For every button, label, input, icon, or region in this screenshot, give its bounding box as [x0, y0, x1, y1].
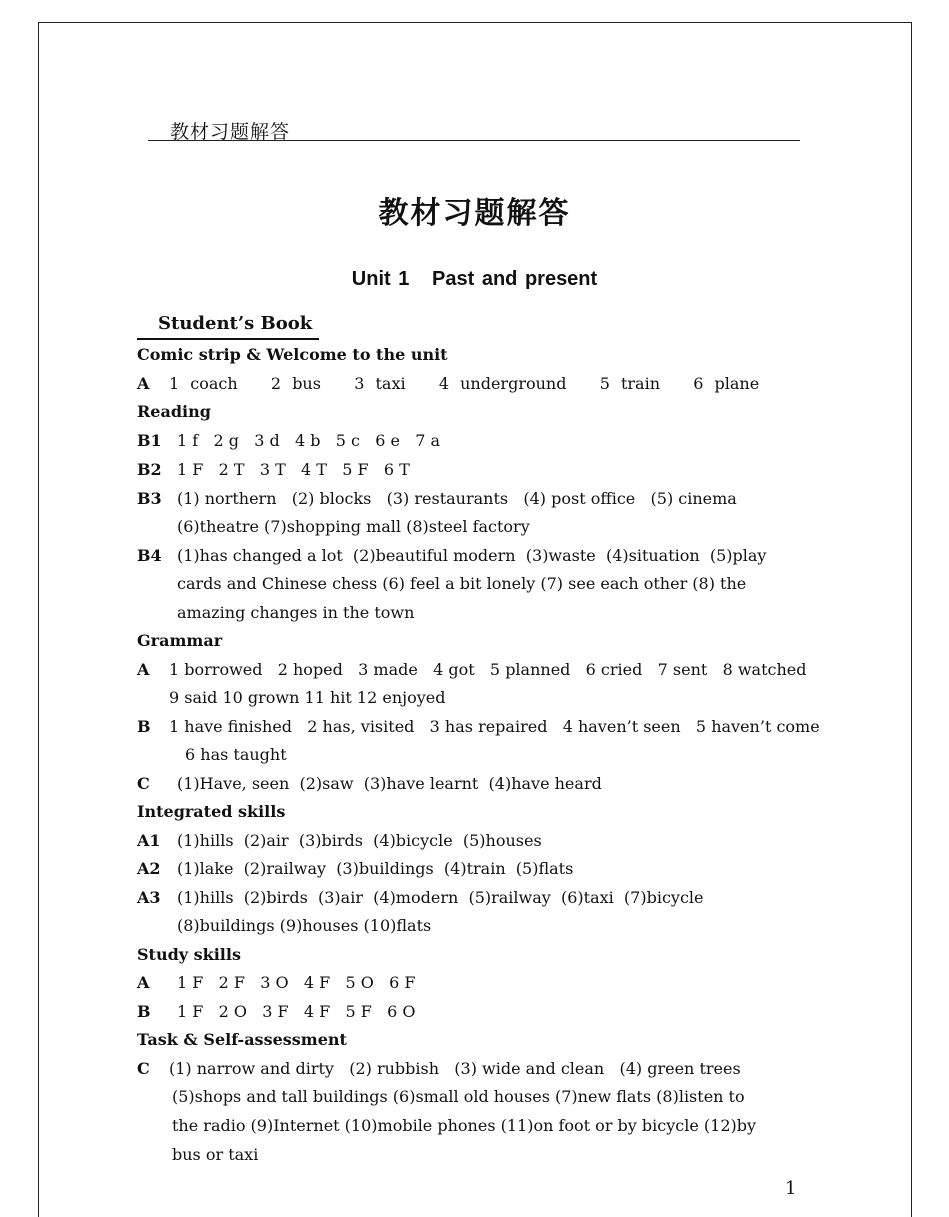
answer-label: A2 [137, 859, 161, 878]
answer-text: 1 F 2 T 3 T 4 T 5 F 6 T [177, 460, 410, 479]
answer-label: C [137, 774, 150, 793]
unit-title: Unit 1 Past and present [351, 268, 598, 290]
answer-continuation: the radio (9)Internet (10)mobile phones (11)on foot or by bicycle (12)by [172, 1116, 757, 1135]
answer-text: (1)hills (2)air (3)birds (4)bicycle (5)houses [177, 831, 542, 850]
answer-text: 1 have finished 2 has, visited 3 has repaired 4 haven’t seen 5 haven’t come [169, 717, 820, 736]
answer-row [137, 660, 806, 680]
answer-row [137, 546, 766, 566]
answer-text: (1)Have, seen (2)saw (3)have learnt (4)have heard [177, 774, 602, 793]
answer-row [137, 1002, 416, 1022]
answer-row [137, 431, 440, 451]
answer-continuation: (6)theatre (7)shopping mall (8)steel factory [177, 517, 530, 536]
answer-text: (1) narrow and dirty (2) rubbish (3) wide and clean (4) green trees [169, 1059, 741, 1078]
section-grammar: Grammar [137, 631, 223, 650]
answer-continuation: 6 has taught [185, 745, 287, 764]
answer-text: (1)has changed a lot (2)beautiful modern (3)waste (4)situation (5)play [177, 546, 767, 565]
book-heading: Student’s Book [158, 313, 313, 334]
answer-text: 1 borrowed 2 hoped 3 made 4 got 5 planned 6 cried 7 sent 8 watched [169, 660, 807, 679]
answer-row [137, 859, 573, 879]
answer-label: A1 [137, 831, 161, 850]
answer-row [137, 831, 542, 851]
answer-text: 1 F 2 F 3 O 4 F 5 O 6 F [177, 973, 416, 992]
section-reading: Reading [137, 402, 211, 421]
answer-continuation: 9 said 10 grown 11 hit 12 enjoyed [169, 688, 446, 707]
answer-continuation: cards and Chinese chess (6) feel a bit lonely (7) see each other (8) the [177, 574, 747, 593]
answer-text: 1 F 2 O 3 F 4 F 5 F 6 O [177, 1002, 416, 1021]
answer-label: A [137, 374, 150, 393]
answer-row [137, 973, 416, 993]
section-integrated: Integrated skills [137, 802, 286, 821]
running-head: 教材习题解答 [170, 121, 291, 143]
book-heading-rule [137, 338, 319, 340]
section-comic: Comic strip & Welcome to the unit [137, 345, 448, 364]
answer-row [137, 774, 602, 794]
answer-row [137, 460, 410, 480]
answer-text: (1)lake (2)railway (3)buildings (4)train (5)flats [177, 859, 574, 878]
answer-row [137, 717, 820, 737]
answer-label: B [137, 717, 151, 736]
page-title: 教材习题解答 [378, 196, 571, 231]
answer-text: 1 coach 2 bus 3 taxi 4 underground 5 train 6 plane [169, 374, 760, 393]
answer-label: B3 [137, 489, 162, 508]
answer-continuation: amazing changes in the town [177, 603, 415, 622]
answer-label: A [137, 973, 150, 992]
answer-label: C [137, 1059, 150, 1078]
section-study: Study skills [137, 945, 241, 964]
answer-row [137, 489, 737, 509]
answer-row [137, 1059, 741, 1079]
answer-continuation: bus or taxi [172, 1145, 259, 1164]
answer-continuation: (5)shops and tall buildings (6)small old houses (7)new flats (8)listen to [172, 1087, 745, 1106]
answer-label: B4 [137, 546, 162, 565]
page-number: 1 [785, 1178, 797, 1199]
answer-row [137, 888, 704, 908]
answer-text: 1 f 2 g 3 d 4 b 5 c 6 e 7 a [177, 431, 441, 450]
answer-row [137, 374, 759, 394]
answer-label: B1 [137, 431, 162, 450]
running-head-rule [148, 140, 800, 141]
answer-label: B [137, 1002, 151, 1021]
answer-label: A3 [137, 888, 161, 907]
answer-text: (1)hills (2)birds (3)air (4)modern (5)railway (6)taxi (7)bicycle [177, 888, 704, 907]
section-task: Task & Self-assessment [137, 1030, 347, 1049]
answer-text: (1) northern (2) blocks (3) restaurants (4) post office (5) cinema [177, 489, 737, 508]
answer-label: B2 [137, 460, 162, 479]
answer-continuation: (8)buildings (9)houses (10)flats [177, 916, 432, 935]
answer-label: A [137, 660, 150, 679]
